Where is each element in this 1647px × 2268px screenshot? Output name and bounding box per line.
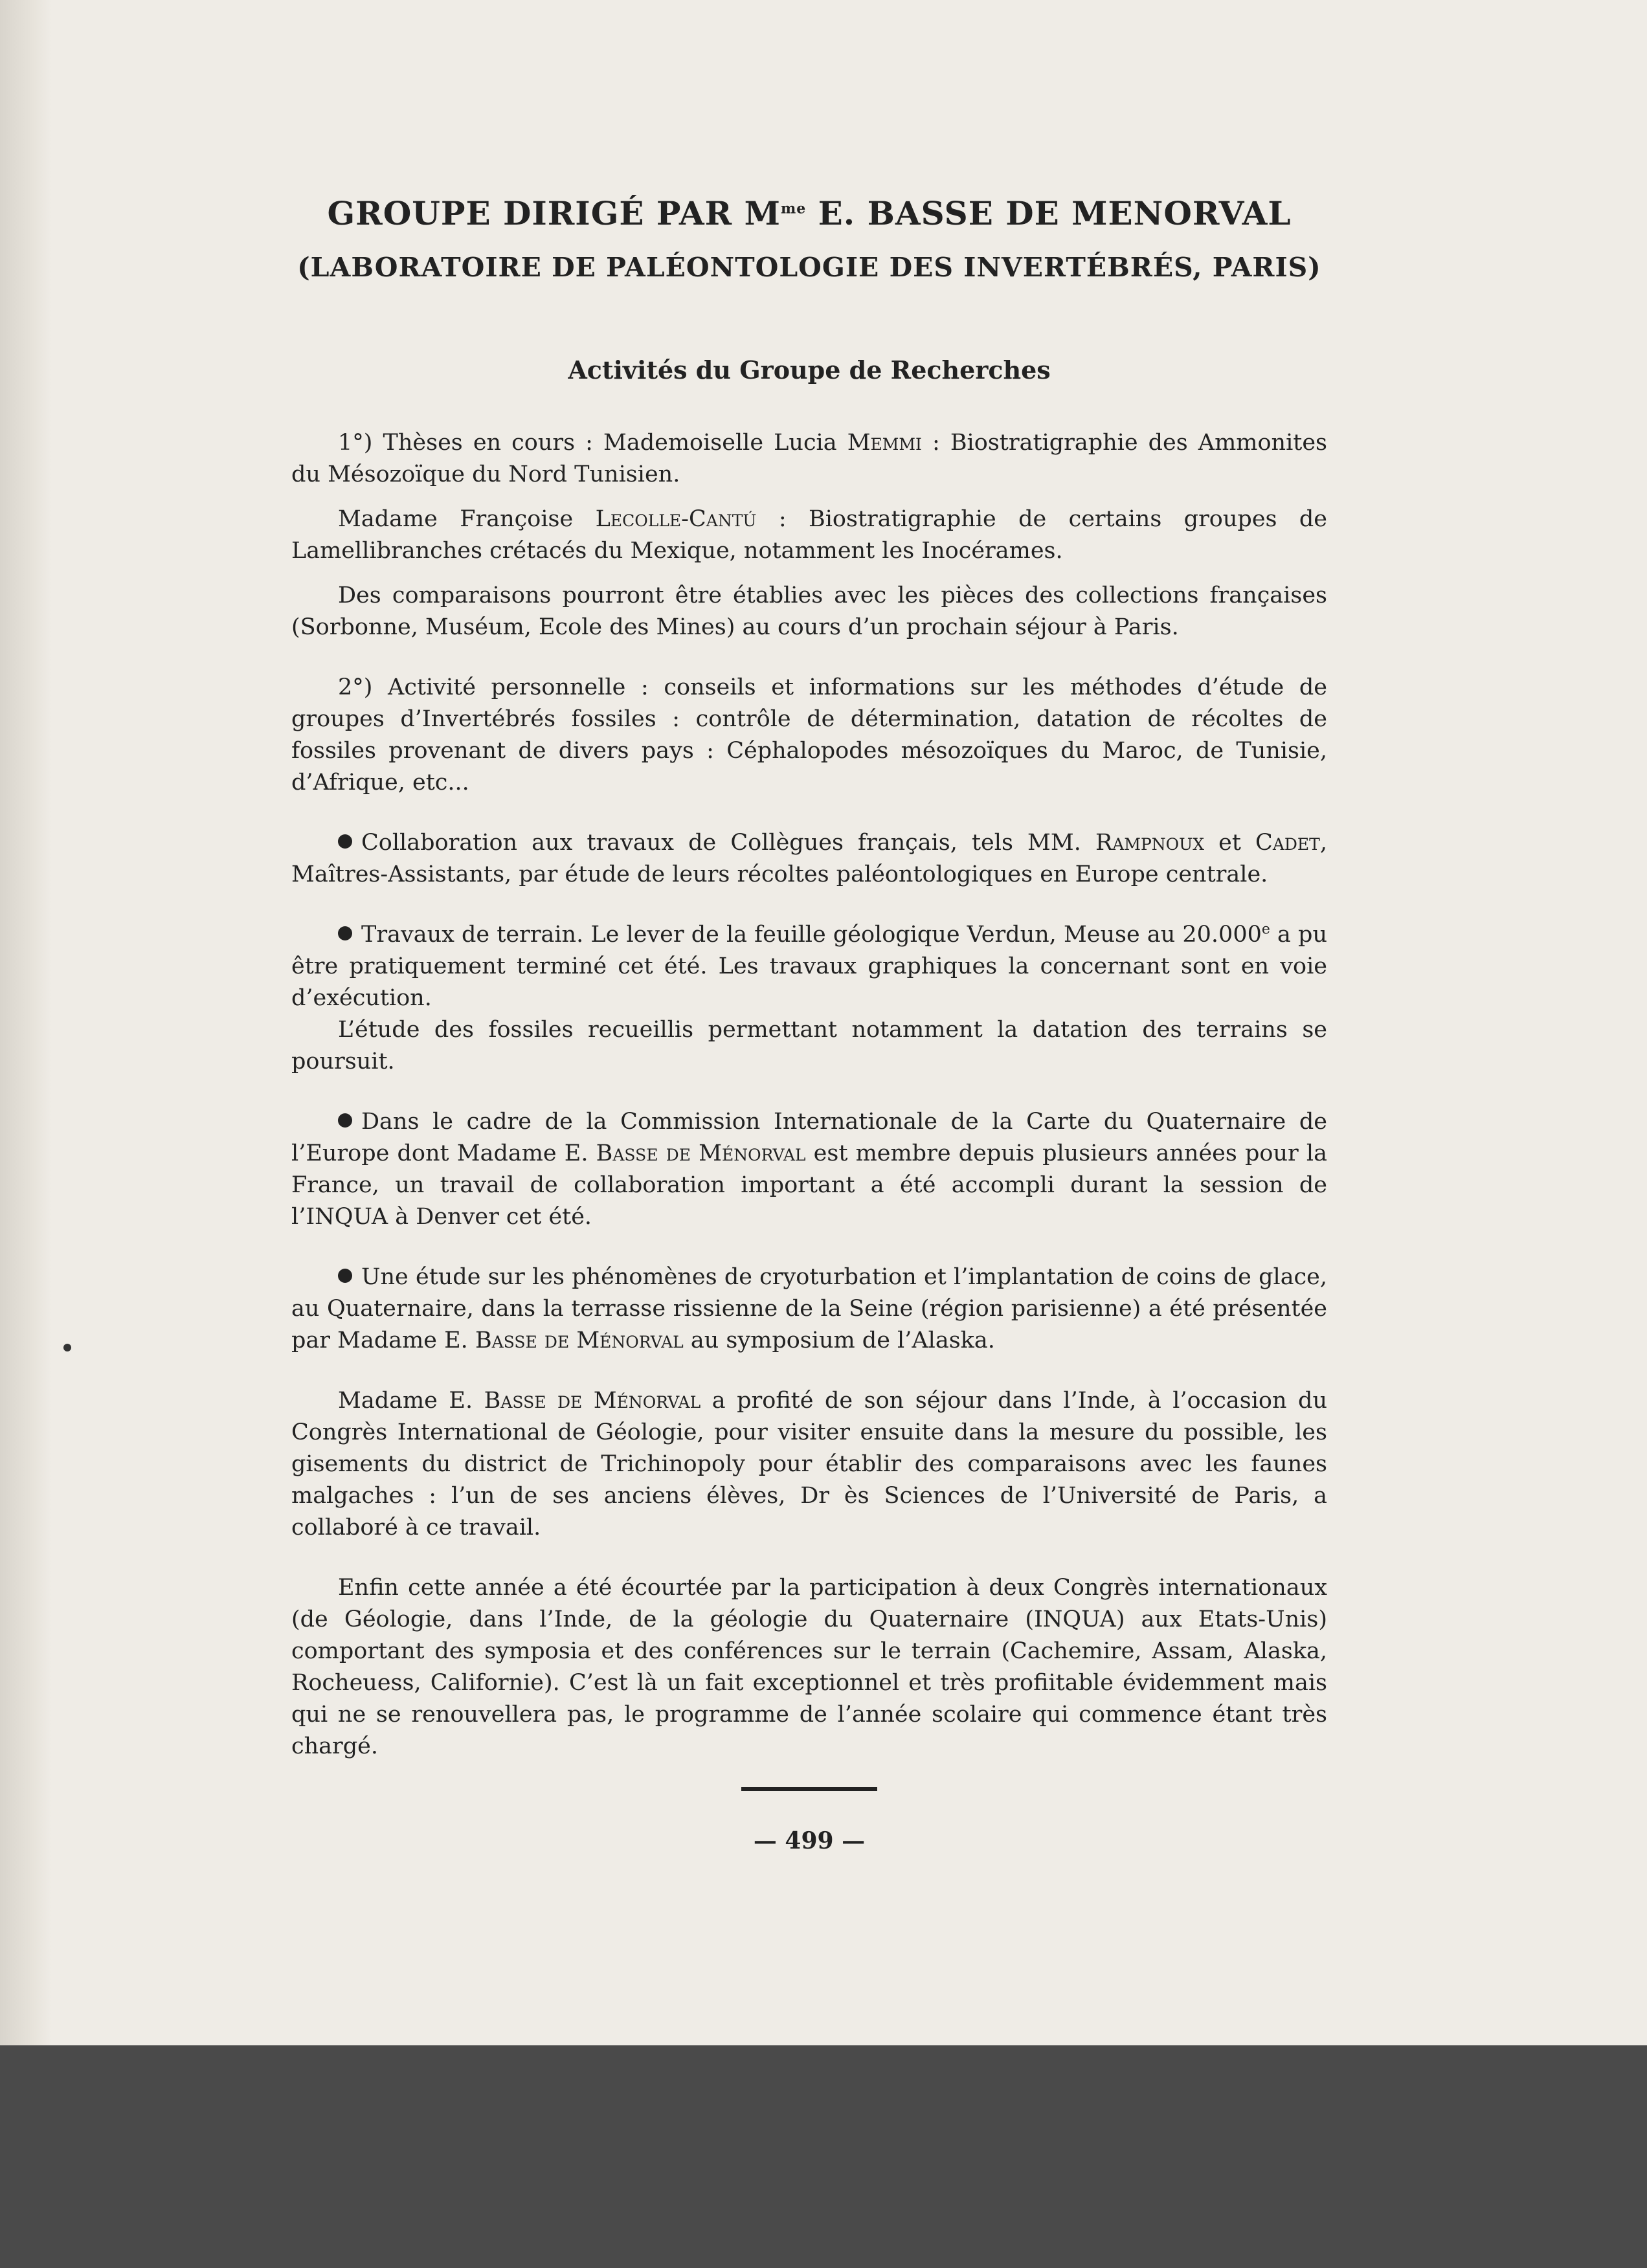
- page-binding-shadow: [0, 0, 52, 2045]
- title-superscript: me: [780, 200, 807, 217]
- author-name: Cadet: [1255, 830, 1320, 856]
- paragraph-india-trip: Madame E. Basse de Ménorval a profité de son séjour dans l’Inde, à l’occasion du Congrès International de Géologie, pour visiter ensuite dans la mesure du possible, les gisements du district de Trichinopoly pour établir des comparaisons avec les faunes malgaches : l’un de ses anciens élèves, Dr ès Sciences de l’Université de Paris, a collaboré à ce travail.: [291, 1388, 1327, 1540]
- section-heading: Activités du Groupe de Recherches: [568, 355, 1051, 384]
- paragraph-collaboration: Collaboration aux travaux de Collègues français, tels MM. Rampnoux et Cadet, Maîtres-Assistants, par étude de leurs récoltes paléontologiques en Europe centrale.: [291, 830, 1327, 887]
- page-title: GROUPE DIRIGÉ PAR $M^{me}$ E. BASSE DE MENORVAL: [327, 194, 1292, 232]
- bullet-icon: [338, 926, 352, 940]
- author-name: Memmi: [847, 430, 922, 456]
- author-name: Rampnoux: [1095, 830, 1205, 856]
- binding-hole-mark: [63, 1344, 71, 1351]
- paragraph-fossil-study: L’étude des fossiles recueillis permettant notamment la datation des terrains se poursuit.: [291, 1017, 1327, 1074]
- paragraph-comparisons: Des comparaisons pourront être établies avec les pièces des collections françaises (Sorbonne, Muséum, Ecole des Mines) au cours d’un prochain séjour à Paris.: [291, 583, 1327, 640]
- bullet-icon: [338, 1113, 352, 1128]
- page-subtitle: (LABORATOIRE DE PALÉONTOLOGIE DES INVERTÉBRÉS, PARIS): [297, 252, 1321, 283]
- author-name: Basse de Ménorval: [475, 1328, 684, 1353]
- bullet-icon: [338, 1269, 352, 1283]
- author-name: Basse de Ménorval: [596, 1140, 806, 1166]
- paragraph-personal-activity: 2°) Activité personnelle : conseils et informations sur les méthodes d’étude de groupes d’Invertébrés fossiles : contrôle de détermination, datation de récoltes de fossiles provenant de divers pays : Céphalopodes mésozoïques du Maroc, de Tunisie, d’Afrique, etc...: [291, 674, 1327, 795]
- page-body: [291, 194, 1327, 1854]
- paragraph-theses: 1°) Thèses en cours : Mademoiselle Lucia Memmi : Biostratigraphie des Ammonites du Mésozoïque du Nord Tunisien.: [291, 430, 1328, 487]
- page-number: — 499 —: [753, 1827, 866, 1854]
- paragraph-congresses: Enfin cette année a été écourtée par la participation à deux Congrès internationaux (de Géologie, dans l’Inde, de la géologie du Quaternaire (INQUA) aux Etats-Unis) comportant des symposia et des conférences sur le terrain (Cachemire, Assam, Alaska, Rocheuess, Californie). C’est là un fait exceptionnel et très profiitable évidemment mais qui ne se renouvellera pas, le programme de l’année scolaire qui commence étant très chargé.: [291, 1575, 1327, 1759]
- author-name: Basse de Ménorval: [484, 1388, 701, 1414]
- bullet-icon: [338, 834, 352, 849]
- paragraph-quaternary-map: Dans le cadre de la Commission Internationale de la Carte du Quaternaire de l’Europe dont Madame E. Basse de Ménorval est membre depuis plusieurs années pour la France, un travail de collaboration important a été accompli durant la session de l’INQUA à Denver cet été.: [291, 1109, 1327, 1230]
- section-divider: [741, 1787, 877, 1791]
- paragraph-cryoturbation: Une étude sur les phénomènes de cryoturbation et l’implantation de coins de glace, au Quaternaire, dans la terrasse rissienne de la Seine (région parisienne) a été présentée par Madame E. Basse de Ménorval au symposium de l’Alaska.: [291, 1264, 1327, 1353]
- paragraph-thesis-2: Madame Françoise Lecolle-Cantú : Biostratigraphie de certains groupes de Lamellibranches crétacés du Mexique, notamment les Inocérames.: [291, 506, 1327, 564]
- paragraph-fieldwork: Travaux de terrain. Le lever de la feuille géologique Verdun, Meuse au 20.000e a pu être pratiquement terminé cet été. Les travaux graphiques la concernant sont en voie d’exécution.: [291, 921, 1327, 1011]
- author-name: Lecolle-Cantú: [595, 506, 757, 532]
